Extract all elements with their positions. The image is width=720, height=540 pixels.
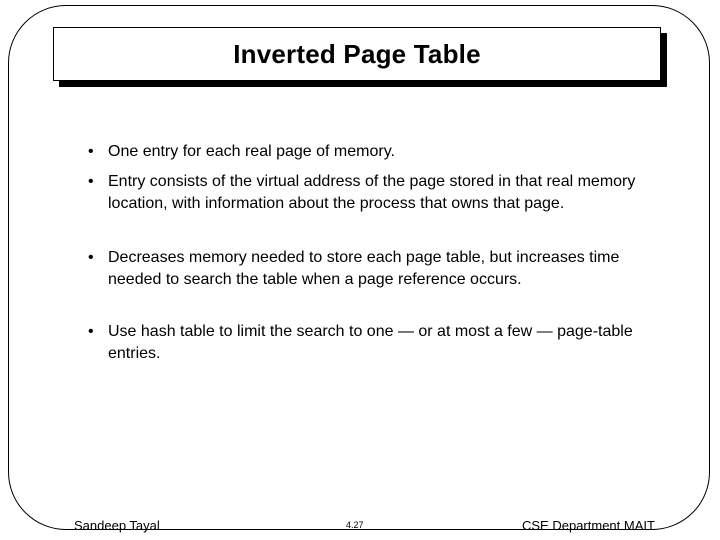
- bullet-text: Entry consists of the virtual address of the page stored in that real memory location, with information about the process that owns that page.: [108, 173, 636, 212]
- bullet-item: [88, 171, 648, 215]
- bullet-icon: •: [88, 173, 94, 190]
- bullet-text: One entry for each real page of memory.: [108, 143, 395, 160]
- bullet-icon: •: [88, 143, 94, 160]
- footer-page-number: 4.27: [346, 520, 364, 530]
- bullet-item: [88, 321, 648, 365]
- bullet-text: Decreases memory needed to store each page table, but increases time needed to search the table when a page reference occurs.: [108, 249, 620, 288]
- bullet-text: Use hash table to limit the search to one — or at most a few — page-table entries.: [108, 323, 633, 362]
- bullet-item: [88, 247, 648, 291]
- footer-department: CSE Department MAIT: [522, 518, 655, 533]
- bullet-item: [88, 141, 648, 163]
- page-title: Inverted Page Table: [233, 38, 481, 69]
- bullet-icon: •: [88, 249, 94, 266]
- footer-author: Sandeep Tayal: [74, 518, 160, 533]
- bullet-icon: •: [88, 323, 94, 340]
